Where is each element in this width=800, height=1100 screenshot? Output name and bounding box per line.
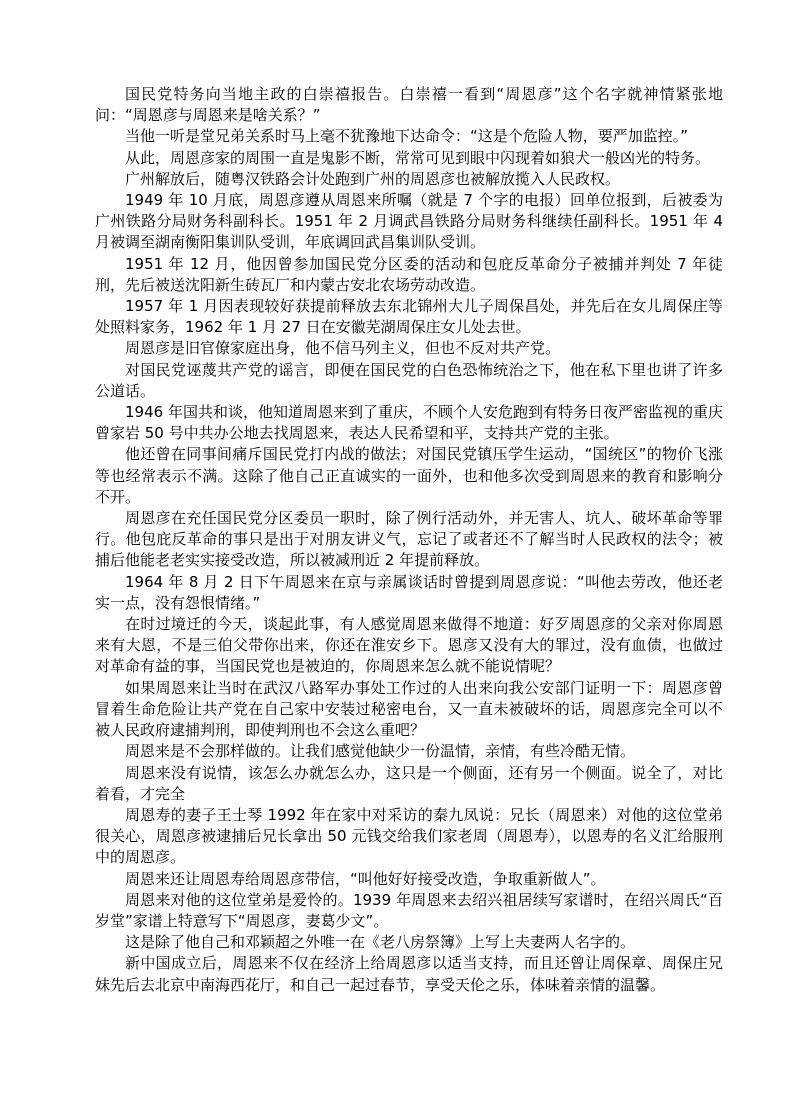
- paragraph: 如果周恩来让当时在武汉八路军办事处工作过的人出来向我公安部门证明一下：周恩彦曾冒着生命危险让共产党在自己家中安装过秘密电台，又一直未被破坏的话，周恩彦完全可以不被人民政府逮捕判刑，即使判刑也不会这么重吧？: [95, 678, 723, 740]
- paragraph: 周恩寿的妻子王士琴 1992 年在家中对采访的秦九凤说：兄长（周恩来）对他的这位堂弟很关心，周恩彦被逮捕后兄长拿出 50 元钱交给我们家老周（周恩寿），以恩寿的名义汇给服刑中的周恩彦。: [95, 805, 723, 867]
- paragraph: 周恩来还让周恩寿给周恩彦带信，“叫他好好接受改造，争取重新做人”。: [125, 869, 606, 888]
- paragraph: 1957 年 1 月因表现较好获提前释放去东北锦州大儿子周保昌处，并先后在女儿周保庄等处照料家务，1962 年 1 月 27 日在安徽芜湖周保庄女儿处去世。: [95, 297, 723, 337]
- paragraph: 他还曾在同事间痛斥国民党打内战的做法；对国民党镇压学生运动，“国统区”的物价飞涨等也经常表示不满。这除了他自己正直诚实的一面外，也和他多次受到周恩来的教育和影响分不开。: [95, 445, 723, 506]
- paragraph: 周恩来是不会那样做的。让我们感觉他缺少一份温情，亲情，有些冷酷无情。: [125, 742, 636, 761]
- paragraph: 周恩来没有说情，该怎么办就怎么办，这只是一个侧面，还有另一个侧面。说全了，对比着看，才完全: [95, 763, 723, 803]
- paragraph: 广州解放后，随粤汉铁路会计处跑到广州的周恩彦也被解放揽入人民政权。: [125, 169, 621, 188]
- paragraph: 1951 年 12 月，他因曾参加国民党分区委的活动和包庇反革命分子被捕并判处 7 年徒刑，先后被送沈阳新生砖瓦厂和内蒙古安北农场劳动改造。: [95, 254, 723, 294]
- paragraph: 周恩彦是旧官僚家庭出身，他不信马列主义，但也不反对共产党。: [125, 339, 561, 358]
- paragraph: 当他一听是堂兄弟关系时马上毫不犹豫地下达命令：“这是个危险人物，要严加监控。”: [125, 127, 689, 146]
- paragraph: 周恩彦在充任国民党分区委员一职时，除了例行活动外，并无害人、坑人、破坏革命等罪行。他包庇反革命的事只是出于对朋友讲义气，忘记了或者还不了解当时人民政权的法令；被捕后他能老老实实接受改造，所以被减刑近 2 年提前释放。: [95, 509, 723, 570]
- paragraph: 1964 年 8 月 2 日下午周恩来在京与亲属谈话时曾提到周恩彦说：“叫他去劳改，他还老实一点，没有怨恨情绪。”: [95, 572, 723, 612]
- paragraph: 1946 年国共和谈，他知道周恩来到了重庆，不顾个人安危跑到有特务日夜严密监视的重庆曾家岩 50 号中共办公地去找周恩来，表达人民希望和平，支持共产党的主张。: [95, 403, 723, 443]
- paragraph: 周恩来对他的这位堂弟是爱怜的。1939 年周恩来去绍兴祖居续写家谱时，在绍兴周氏“百岁堂”家谱上特意写下“周恩彦，妻葛少文”。: [95, 890, 723, 930]
- paragraph: 在时过境迁的今天，谈起此事，有人感觉周恩来做得不地道：好歹周恩彦的父亲对你周恩来有大恩，不是三伯父带你出来，你还在淮安乡下。恩彦又没有大的罪过，没有血债，也做过对革命有益的事，当国民党也是被迫的，你周恩来怎么就不能说情呢？: [95, 615, 723, 676]
- document-text-block: [95, 84, 723, 996]
- paragraph: 从此，周恩彦家的周围一直是鬼影不断，常常可见到眼中闪现着如狼犬一般凶光的特务。: [125, 148, 711, 167]
- paragraph: 对国民党诬蔑共产党的谣言，即便在国民党的白色恐怖统治之下，他在私下里也讲了许多公道话。: [95, 360, 723, 400]
- paragraph: 1949 年 10 月底，周恩彦遵从周恩来所嘱（就是 7 个字的电报）回单位报到，后被委为广州铁路分局财务科副科长。1951 年 2 月调武昌铁路分局财务科继续任副科长。1951 年 4 月被调至湖南衡阳集训队受训，年底调回武昌集训队受训。: [95, 191, 723, 252]
- paragraph: 这是除了他自己和邓颖超之外唯一在《老八房祭簿》上写上夫妻两人名字的。: [125, 933, 636, 952]
- paragraph: 新中国成立后，周恩来不仅在经济上给周恩彦以适当支持，而且还曾让周保章、周保庄兄妹先后去北京中南海西花厅，和自己一起过春节，享受天伦之乐，体味着亲情的温馨。: [95, 954, 723, 994]
- paragraph: 国民党特务向当地主政的白崇禧报告。白崇禧一看到“周恩彦”这个名字就神情紧张地问：“周恩彦与周恩来是啥关系？”: [95, 85, 723, 125]
